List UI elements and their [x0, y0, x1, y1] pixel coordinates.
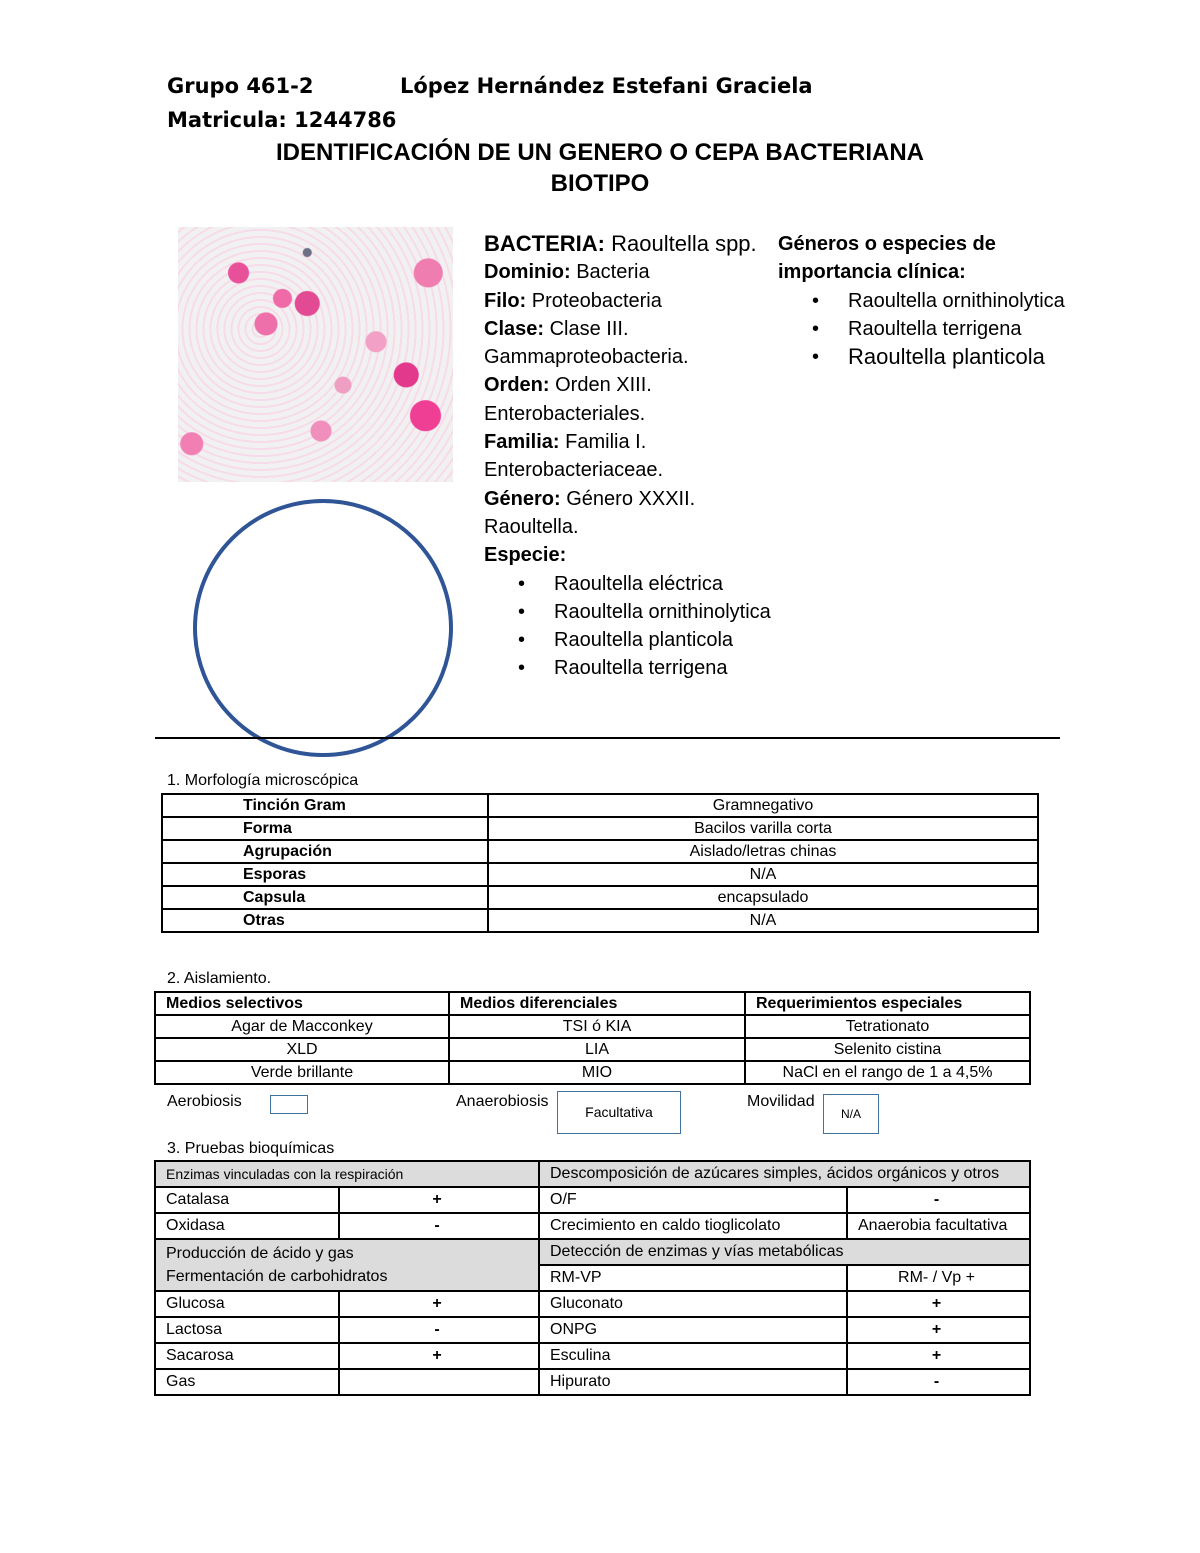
cell: - — [847, 1369, 1030, 1395]
section2-title: 2. Aislamiento. — [167, 970, 272, 987]
cell: Agar de Macconkey — [155, 1015, 449, 1038]
cell: Catalasa — [155, 1187, 339, 1213]
movilidad-box: N/A — [823, 1094, 879, 1134]
cell-value: Bacilos varilla corta — [488, 817, 1038, 840]
table-row — [155, 1343, 1030, 1369]
cell: + — [847, 1343, 1030, 1369]
cell: - — [847, 1187, 1030, 1213]
cell: RM-VP — [539, 1265, 847, 1291]
cell-label: Capsula — [162, 886, 488, 909]
table-row — [162, 886, 1038, 909]
cell: Tetrationato — [745, 1015, 1030, 1038]
ferm-header-1: Producción de ácido y gas — [166, 1245, 354, 1262]
table-row — [162, 909, 1038, 932]
list-item: • Raoultella eléctrica — [484, 570, 774, 598]
cell: + — [339, 1187, 539, 1213]
cell: Esculina — [539, 1343, 847, 1369]
list-item: • Raoultella planticola — [484, 626, 774, 654]
list-item: • Raoultella ornithinolytica — [778, 287, 1068, 315]
table-row — [155, 1369, 1030, 1395]
cell: Gas — [155, 1369, 339, 1395]
morphology-table — [161, 793, 1039, 933]
cell-value: Aislado/letras chinas — [488, 840, 1038, 863]
genero-cont: Raoultella. — [484, 515, 579, 538]
aerobiosis-label: Aerobiosis — [167, 1093, 242, 1110]
cell: RM- / Vp + — [847, 1265, 1030, 1291]
cell: - — [339, 1317, 539, 1343]
genero-line: Género: Género XXXII. — [484, 487, 696, 510]
clinical-list — [778, 287, 1068, 372]
cell-value: N/A — [488, 863, 1038, 886]
cell — [339, 1369, 539, 1395]
familia-cont: Enterobacteriaceae. — [484, 459, 664, 482]
table-row — [155, 1317, 1030, 1343]
aerobiosis-box — [270, 1095, 308, 1114]
header-cell: Enzimas vinculadas con la respiración — [155, 1161, 539, 1187]
table-row — [162, 840, 1038, 863]
header-cell: Medios diferenciales — [449, 992, 745, 1015]
cell: XLD — [155, 1038, 449, 1061]
table-row — [155, 1015, 1030, 1038]
clase-cont: Gammaproteobacteria. — [484, 346, 689, 369]
table-row — [155, 1291, 1030, 1317]
cell: TSI ó KIA — [449, 1015, 745, 1038]
cell: ONPG — [539, 1317, 847, 1343]
cell: LIA — [449, 1038, 745, 1061]
cell: Lactosa — [155, 1317, 339, 1343]
table-header-row — [155, 992, 1030, 1015]
cell-label: Forma — [162, 817, 488, 840]
isolation-table — [154, 991, 1031, 1085]
cell: Sacarosa — [155, 1343, 339, 1369]
header-cell — [155, 1239, 539, 1291]
clinical-block — [778, 230, 1068, 371]
document-subtitle: BIOTIPO — [550, 170, 650, 197]
table-row — [155, 1061, 1030, 1084]
orden-line: Orden: Orden XIII. — [484, 374, 652, 397]
table-row — [162, 863, 1038, 886]
movilidad-label: Movilidad — [747, 1093, 815, 1110]
table-header-row — [155, 1161, 1030, 1187]
section3-title: 3. Pruebas bioquímicas — [167, 1140, 335, 1157]
header-cell: Detección de enzimas y vías metabólicas — [539, 1239, 1030, 1265]
table-row — [155, 1213, 1030, 1239]
grupo-text: Grupo 461-2 — [167, 74, 314, 98]
table-row — [162, 817, 1038, 840]
list-item: • Raoultella planticola — [778, 343, 1068, 371]
dominio-line: Dominio: Bacteria — [484, 261, 650, 284]
cell: Selenito cistina — [745, 1038, 1030, 1061]
cell-label: Agrupación — [162, 840, 488, 863]
cell: + — [339, 1291, 539, 1317]
section1-title: 1. Morfología microscópica — [167, 772, 359, 789]
cell: Verde brillante — [155, 1061, 449, 1084]
cell-label: Otras — [162, 909, 488, 932]
ferm-header-2: Fermentación de carbohidratos — [166, 1268, 388, 1285]
cell: + — [847, 1317, 1030, 1343]
cell-label: Esporas — [162, 863, 488, 886]
divider — [155, 737, 1060, 739]
header-cell: Descomposición de azúcares simples, ácidos orgánicos y otros — [539, 1161, 1030, 1187]
cell: NaCl en el rango de 1 a 4,5% — [745, 1061, 1030, 1084]
bacteria-line: BACTERIA: Raoultella spp. — [484, 231, 757, 256]
table-row — [155, 1038, 1030, 1061]
matricula-text: Matricula: 1244786 — [167, 108, 397, 132]
cell-value: Gramnegativo — [488, 794, 1038, 817]
filo-line: Filo: Proteobacteria — [484, 289, 662, 312]
cell: Oxidasa — [155, 1213, 339, 1239]
familia-line: Familia: Familia I. — [484, 431, 647, 454]
clinical-heading: Géneros o especies de importancia clínica: — [778, 233, 996, 284]
cell: Gluconato — [539, 1291, 847, 1317]
header-cell: Medios selectivos — [155, 992, 449, 1015]
cell: Glucosa — [155, 1291, 339, 1317]
cell: Hipurato — [539, 1369, 847, 1395]
list-item: • Raoultella terrigena — [484, 654, 774, 682]
cell-value: N/A — [488, 909, 1038, 932]
especies-list — [484, 570, 774, 683]
cell: Crecimiento en caldo tioglicolato — [539, 1213, 847, 1239]
cell-label: Tinción Gram — [162, 794, 488, 817]
micrograph-image — [178, 227, 453, 482]
orden-cont: Enterobacteriales. — [484, 402, 646, 425]
clase-line: Clase: Clase III. — [484, 317, 629, 340]
cell: Anaerobia facultativa — [847, 1213, 1030, 1239]
table-row — [162, 794, 1038, 817]
list-item: • Raoultella ornithinolytica — [484, 598, 774, 626]
cell: MIO — [449, 1061, 745, 1084]
document-title: IDENTIFICACIÓN DE UN GENERO O CEPA BACTERIANA — [275, 139, 925, 166]
cell: O/F — [539, 1187, 847, 1213]
table-row — [155, 1239, 1030, 1265]
taxonomy-block — [484, 230, 774, 683]
student-name: López Hernández Estefani Graciela — [400, 74, 813, 98]
biochem-table — [154, 1160, 1031, 1396]
list-item: • Raoultella terrigena — [778, 315, 1068, 343]
anaerobiosis-box: Facultativa — [557, 1091, 681, 1134]
cell: - — [339, 1213, 539, 1239]
table-row — [155, 1187, 1030, 1213]
cell: + — [339, 1343, 539, 1369]
colony-circle — [190, 497, 460, 762]
especie-line: Especie: — [484, 544, 567, 567]
anaerobiosis-label: Anaerobiosis — [456, 1093, 549, 1110]
cell-value: encapsulado — [488, 886, 1038, 909]
cell: + — [847, 1291, 1030, 1317]
header-cell: Requerimientos especiales — [745, 992, 1030, 1015]
